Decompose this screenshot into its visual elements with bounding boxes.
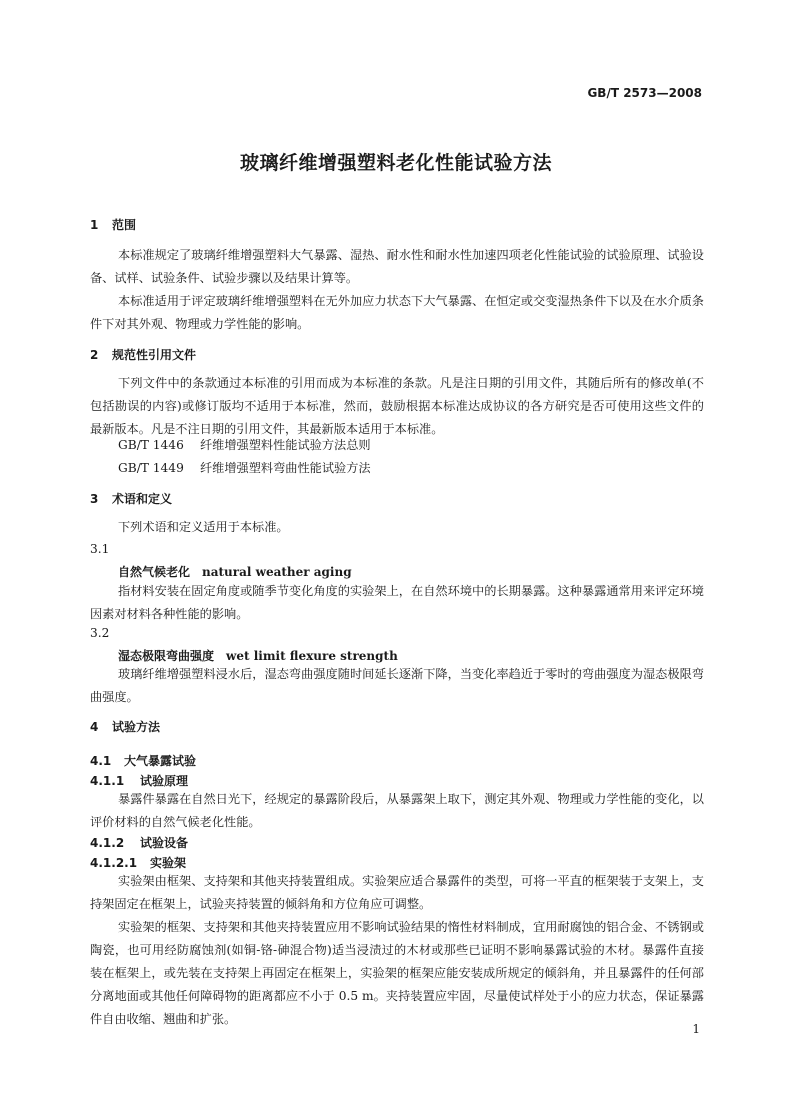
section-4-1-2-1-heading (90, 854, 186, 871)
reference-item (118, 436, 371, 453)
page-number: 1 (692, 1022, 700, 1036)
section-1-paragraph-1: 本标准规定了玻璃纤维增强塑料大气暴露、湿热、耐水性和耐水性加速四项老化性能试验的试验原理、试验设备、试样、试验条件、试验步骤以及结果计算等。 (90, 248, 704, 285)
section-number: 4.1.2 (90, 836, 125, 850)
section-title: 规范性引用文件 (112, 348, 197, 362)
section-4-1-1-heading (90, 772, 188, 789)
section-title: 试验方法 (112, 720, 161, 734)
term-english: natural weather aging (202, 565, 352, 579)
reference-code: GB/T 1449 (118, 461, 184, 475)
section-title: 实验架 (150, 856, 187, 870)
section-title: 大气暴露试验 (124, 754, 197, 768)
section-4-1-2-1-paragraph-1: 实验架由框架、支持架和其他夹持装置组成。实验架应适合暴露件的类型，可将一平直的框架装于支架上，支持架固定在框架上，试验夹持装置的倾斜角和方位角应可调整。 (90, 874, 704, 911)
term-english: wet limit flexure strength (226, 649, 398, 663)
section-2-paragraph: 下列文件中的条款通过本标准的引用而成为本标准的条款。凡是注日期的引用文件，其随后所有的修改单(不包括勘误的内容)或修订版均不适用于本标准，然而，鼓励根据本标准达成协议的各方研究是否可使用这些文件的最新版本。凡是不注日期的引用文件，其最新版本适用于本标准。 (90, 376, 704, 436)
section-number: 4 (90, 720, 99, 734)
section-4-1-2-heading (90, 834, 188, 851)
reference-title: 纤维增强塑料性能试验方法总则 (200, 438, 371, 452)
section-1-paragraph-2: 本标准适用于评定玻璃纤维增强塑料在无外加应力状态下大气暴露、在恒定或交变湿热条件下以及在水介质条件下对其外观、物理或力学性能的影响。 (90, 294, 704, 331)
section-3-heading (90, 490, 172, 507)
section-number: 3 (90, 492, 99, 506)
section-number: 4.1.1 (90, 774, 125, 788)
section-number: 4.1.2.1 (90, 856, 138, 870)
section-4-1-1-paragraph: 暴露件暴露在自然日光下，经规定的暴露阶段后，从暴露架上取下，测定其外观、物理或力学性能的变化，以评价材料的自然气候老化性能。 (90, 792, 704, 829)
section-title: 试验设备 (140, 836, 189, 850)
term-chinese: 自然气候老化 (118, 565, 191, 579)
term-3-2-number: 3.2 (90, 626, 110, 640)
term-3-1-definition: 指材料安装在固定角度或随季节变化角度的实验架上，在自然环境中的长期暴露。这种暴露通常用来评定环境因素对材料各种性能的影响。 (90, 584, 704, 621)
section-title: 范围 (112, 218, 137, 232)
term-3-1-heading (118, 561, 352, 580)
section-number: 4.1 (90, 754, 112, 768)
section-number: 2 (90, 348, 99, 362)
section-title: 术语和定义 (112, 492, 173, 506)
term-3-1-number: 3.1 (90, 542, 110, 556)
section-3-paragraph: 下列术语和定义适用于本标准。 (118, 520, 289, 534)
term-chinese: 湿态极限弯曲强度 (118, 649, 215, 663)
reference-title: 纤维增强塑料弯曲性能试验方法 (200, 461, 371, 475)
section-title: 试验原理 (140, 774, 189, 788)
section-1-heading (90, 216, 136, 233)
section-4-1-heading (90, 752, 196, 769)
section-number: 1 (90, 218, 99, 232)
reference-code: GB/T 1446 (118, 438, 184, 452)
standard-number: GB/T 2573—2008 (587, 86, 702, 100)
reference-item (118, 459, 371, 476)
term-3-2-definition: 玻璃纤维增强塑料浸水后，湿态弯曲强度随时间延长逐渐下降，当变化率趋近于零时的弯曲强度为湿态极限弯曲强度。 (90, 667, 704, 704)
document-title: 玻璃纤维增强塑料老化性能试验方法 (239, 152, 552, 174)
section-4-heading (90, 718, 160, 735)
section-2-heading (90, 346, 196, 363)
term-3-2-heading (118, 645, 398, 664)
section-4-1-2-1-paragraph-2: 实验架的框架、支持架和其他夹持装置应用不影响试验结果的惰性材料制成，宜用耐腐蚀的铝合金、不锈钢或陶瓷，也可用经防腐蚀剂(如铜-铬-砷混合物)适当浸渍过的木材或那些已证明不影响暴露试验的木材。暴露件直接装在框架上，或先装在支持架上再固定在框架上，实验架的框架应能安装成所规定的倾斜角，并且暴露件的任何部分离地面或其他任何障碍物的距离都应不小于 0.5 m。夹持装置应牢固，尽量使试样处于小的应力状态，保证暴露件自由收缩、翘曲和扩张。 (90, 920, 704, 1026)
